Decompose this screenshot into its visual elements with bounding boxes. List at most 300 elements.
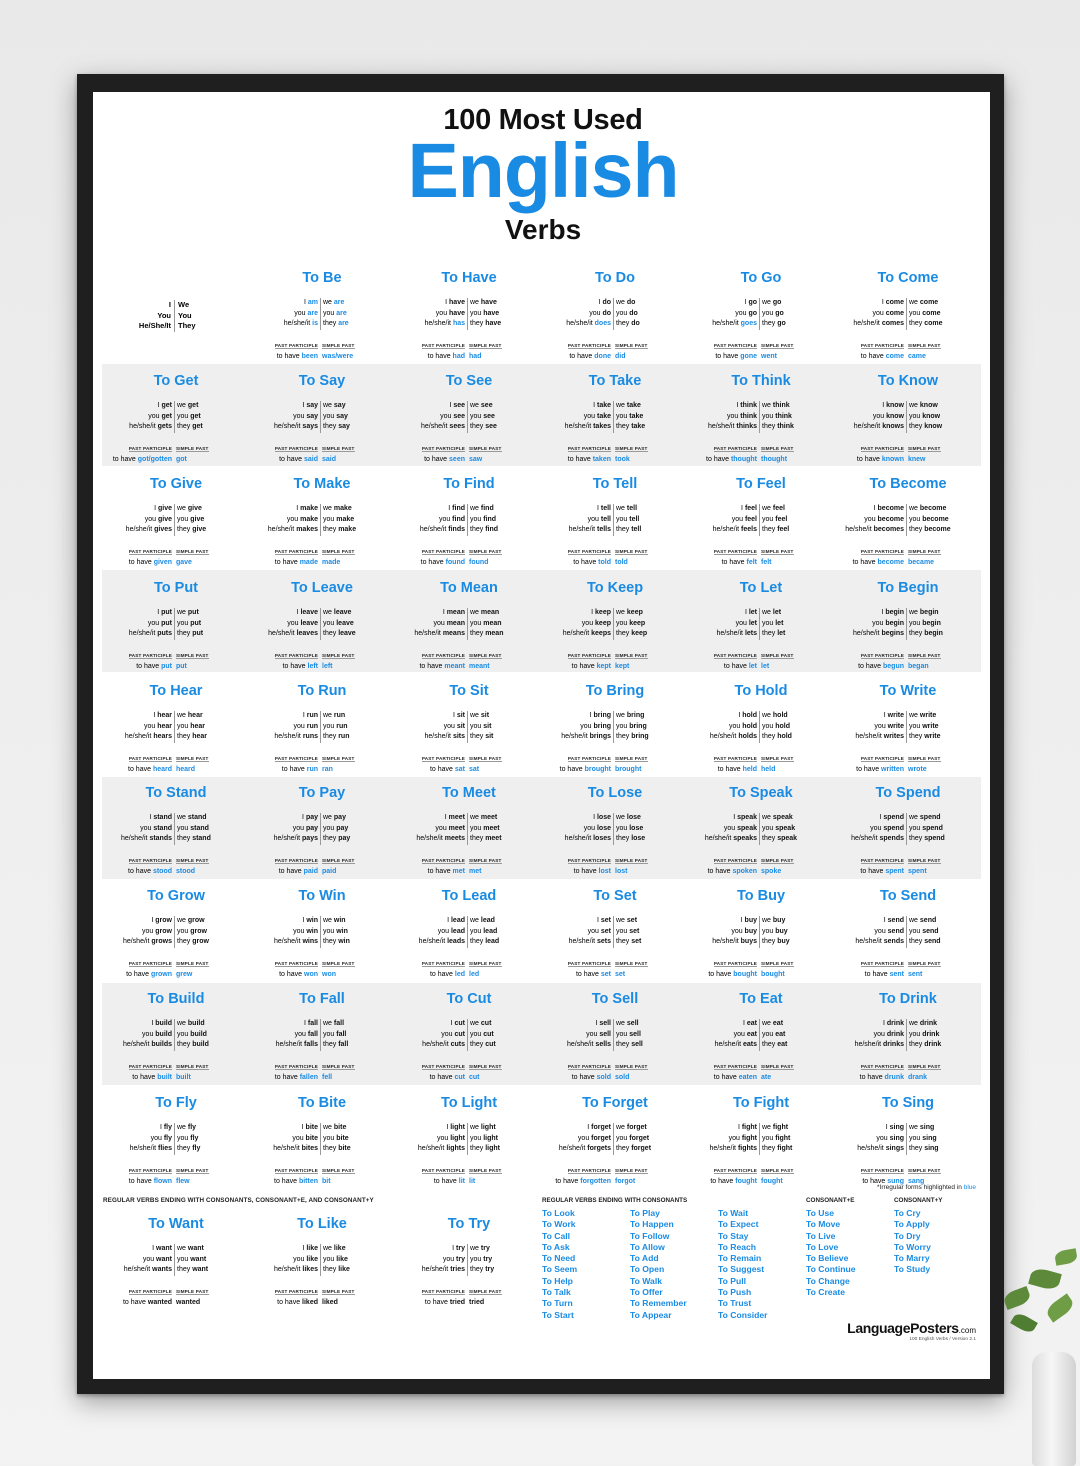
conj-form: they keep <box>616 630 648 637</box>
conj-form: we build <box>177 1020 205 1027</box>
past-participle-value: to have left <box>282 662 318 670</box>
past-values <box>396 558 542 568</box>
conjugation-row <box>103 1144 249 1155</box>
verb-card <box>249 989 395 1089</box>
conj-form: he/she/it spends <box>835 834 907 845</box>
past-participle-value: to have grown <box>126 970 172 978</box>
verb-title: To Stand <box>145 785 207 801</box>
past-participle-value: to have forgotten <box>555 1177 611 1185</box>
simple-past-label: SIMPLE PAST <box>176 652 209 658</box>
conjugation-row <box>396 1030 542 1041</box>
conj-form: I pay <box>249 813 321 824</box>
conj-form: they forget <box>616 1145 652 1152</box>
conjugation-row <box>835 422 981 433</box>
past-participle-value: to have sung <box>862 1177 904 1185</box>
past-labels <box>103 540 249 558</box>
conjugation-row <box>249 515 395 526</box>
past-participle-label: PAST PARTICIPLE <box>128 1063 172 1069</box>
conjugation-row <box>249 916 395 927</box>
conj-form: you set <box>542 927 614 938</box>
conjugation-row <box>249 824 395 835</box>
verb-title: To Become <box>869 476 947 492</box>
regular-verb-item: To Start <box>542 1309 574 1320</box>
conj-form: I have <box>396 298 468 309</box>
conj-form: I write <box>835 711 907 722</box>
past-values <box>396 765 542 775</box>
past-labels <box>396 849 542 867</box>
conjugation-row <box>542 824 688 835</box>
regular-verb-item: To Offer <box>630 1287 663 1298</box>
conjugation-row <box>835 629 981 640</box>
past-values <box>103 970 249 980</box>
past-participle-label: PAST PARTICIPLE <box>128 548 172 554</box>
simple-past-label: SIMPLE PAST <box>761 857 794 863</box>
verb-title: To Fly <box>155 1095 197 1111</box>
past-participle-label: PAST PARTICIPLE <box>128 857 172 863</box>
conj-form: they hold <box>762 733 792 740</box>
conjugation-table <box>249 711 395 743</box>
verb-title: To Win <box>298 888 346 904</box>
simple-past-label: SIMPLE PAST <box>322 857 355 863</box>
past-labels <box>249 1280 395 1298</box>
conjugation-row <box>249 732 395 743</box>
past-values <box>542 970 688 980</box>
past-participle-value: to have written <box>856 765 904 773</box>
conjugation-row <box>688 1123 834 1134</box>
conjugation-row <box>396 824 542 835</box>
conj-form: they do <box>616 320 640 327</box>
verb-title: To Bite <box>297 1095 347 1111</box>
conj-form: they run <box>323 733 350 740</box>
past-participle-label: PAST PARTICIPLE <box>567 652 611 658</box>
conjugation-row <box>396 1040 542 1051</box>
past-participle-label: PAST PARTICIPLE <box>567 445 611 451</box>
past-labels <box>103 1055 249 1073</box>
conj-form: we have <box>470 299 497 306</box>
past-labels <box>103 1159 249 1177</box>
past-values <box>396 455 542 465</box>
past-participle-label: PAST PARTICIPLE <box>713 548 757 554</box>
regular-verb-item: To Walk <box>630 1275 662 1286</box>
conjugation-row <box>688 422 834 433</box>
past-labels <box>835 1159 981 1177</box>
past-participle-value: to have come <box>860 352 904 360</box>
conj-form: you pay <box>249 824 321 835</box>
past-labels <box>396 334 542 352</box>
past-participle-value: to have cut <box>429 1073 465 1081</box>
past-labels <box>396 747 542 765</box>
conjugation-row <box>396 937 542 948</box>
simple-past-label: SIMPLE PAST <box>176 857 209 863</box>
conj-form: he/she/it fights <box>688 1144 760 1155</box>
past-participle-label: PAST PARTICIPLE <box>713 1167 757 1173</box>
pronoun: You <box>178 310 192 320</box>
past-values <box>103 1177 249 1187</box>
verb-card <box>688 474 834 574</box>
simple-past-label: SIMPLE PAST <box>908 548 941 554</box>
verb-card <box>835 1093 981 1193</box>
conjugation-row <box>835 401 981 412</box>
verb-card <box>688 783 834 883</box>
simple-past-value: lit <box>469 1177 476 1185</box>
conj-form: he/she/it eats <box>688 1040 760 1051</box>
simple-past-label: SIMPLE PAST <box>322 342 355 348</box>
past-participle-value: to have paid <box>278 867 318 875</box>
conjugation-table <box>542 608 688 640</box>
conjugation-row <box>542 422 688 433</box>
simple-past-value: knew <box>908 455 926 463</box>
conj-form: he/she/it means <box>396 629 468 640</box>
conj-form: they sell <box>616 1041 643 1048</box>
conjugation-row <box>542 813 688 824</box>
verb-title: To Sit <box>449 683 489 699</box>
conjugation-row <box>396 732 542 743</box>
past-participle-value: to have heard <box>128 765 172 773</box>
past-participle-label: PAST PARTICIPLE <box>274 755 318 761</box>
conjugation-row <box>103 1123 249 1134</box>
conj-form: you fall <box>323 1030 347 1038</box>
past-labels <box>249 437 395 455</box>
conj-form: we buy <box>762 917 786 924</box>
conjugation-row <box>688 629 834 640</box>
past-participle-label: PAST PARTICIPLE <box>274 1167 318 1173</box>
regular-verb-item: To Consider <box>718 1309 768 1320</box>
conjugation-row <box>396 813 542 824</box>
vase <box>1032 1352 1076 1466</box>
plant-leaf <box>1028 1266 1062 1291</box>
conj-form: he/she/it is <box>249 319 321 330</box>
past-participle-label: PAST PARTICIPLE <box>274 445 318 451</box>
simple-past-value: set <box>615 970 626 978</box>
conjugation-row <box>249 309 395 320</box>
conjugation-row <box>688 515 834 526</box>
past-participle-label: PAST PARTICIPLE <box>567 755 611 761</box>
conj-form: you light <box>396 1134 468 1145</box>
verb-title: To Be <box>302 270 342 286</box>
past-labels <box>688 334 834 352</box>
conj-form: you leave <box>323 619 354 627</box>
conj-form: they leave <box>323 630 356 637</box>
conj-form: he/she/it has <box>396 319 468 330</box>
conj-form: they feel <box>762 526 790 533</box>
conjugation-row <box>688 1144 834 1155</box>
verb-card <box>249 474 395 574</box>
regular-verb-item: To Live <box>806 1230 836 1241</box>
verb-title: To Spend <box>875 785 941 801</box>
verb-card <box>249 783 395 883</box>
conjugation-table <box>103 711 249 743</box>
past-values <box>542 352 688 362</box>
regular-verb-item: To Love <box>806 1241 839 1252</box>
conjugation-row <box>542 1030 688 1041</box>
past-participle-value: to have said <box>279 455 318 463</box>
past-participle-label: PAST PARTICIPLE <box>567 1063 611 1069</box>
conj-form: he/she/it meets <box>396 834 468 845</box>
conj-form: we make <box>323 505 352 512</box>
conjugation-row <box>688 1134 834 1145</box>
conj-form: you sing <box>835 1134 907 1145</box>
verb-title: To Make <box>293 476 351 492</box>
brand-suffix: .com <box>958 1326 976 1335</box>
verb-title: To Drink <box>879 991 937 1007</box>
conj-form: they fall <box>323 1041 349 1048</box>
regular-verb-item: To Move <box>806 1219 841 1230</box>
past-labels <box>542 952 688 970</box>
simple-past-label: SIMPLE PAST <box>908 1063 941 1069</box>
regular-verb-item: To Apply <box>894 1219 930 1230</box>
simple-past-value: fell <box>322 1073 333 1081</box>
conjugation-table <box>542 504 688 536</box>
verb-title: To Bring <box>585 683 645 699</box>
conj-form: you have <box>396 309 468 320</box>
simple-past-value: felt <box>761 558 772 566</box>
conjugation-row <box>688 309 834 320</box>
conjugation-row <box>103 927 249 938</box>
conj-form: we fall <box>323 1020 345 1027</box>
conjugation-table <box>688 298 834 330</box>
past-values <box>396 970 542 980</box>
conj-form: you put <box>103 619 175 630</box>
simple-past-value: said <box>322 455 337 463</box>
regular-verb-item: To Worry <box>894 1241 931 1252</box>
conj-form: he/she/it finds <box>396 525 468 536</box>
conj-form: we forget <box>616 1124 647 1131</box>
conjugation-row <box>396 298 542 309</box>
conj-form: I give <box>103 504 175 515</box>
conjugation-table <box>396 401 542 433</box>
conj-form: they sit <box>470 733 494 740</box>
conj-form: he/she/it leaves <box>249 629 321 640</box>
verb-card <box>396 474 542 574</box>
verb-title: To Eat <box>739 991 783 1007</box>
verb-title: To Fight <box>732 1095 790 1111</box>
conj-form: they are <box>323 320 349 327</box>
past-participle-label: PAST PARTICIPLE <box>567 857 611 863</box>
past-participle-label: PAST PARTICIPLE <box>421 960 465 966</box>
conj-form: they speak <box>762 835 798 842</box>
verb-title: To Give <box>149 476 203 492</box>
verb-title: To Build <box>147 991 205 1007</box>
conj-form: we light <box>470 1124 496 1131</box>
past-values <box>249 970 395 980</box>
conj-form: you know <box>909 412 941 420</box>
conj-form: they mean <box>470 630 504 637</box>
conjugation-row <box>103 412 249 423</box>
conj-form: you hear <box>103 722 175 733</box>
conjugation-row <box>542 711 688 722</box>
simple-past-value: spoke <box>761 867 782 875</box>
verb-card <box>542 371 688 471</box>
conjugation-row <box>835 813 981 824</box>
conj-form: you lose <box>616 824 644 832</box>
conjugation-table <box>103 401 249 433</box>
conjugation-row <box>249 504 395 515</box>
conjugation-row <box>103 525 249 536</box>
conjugation-row <box>688 412 834 423</box>
past-values <box>835 455 981 465</box>
simple-past-value: came <box>908 352 926 360</box>
conj-form: he/she/it leads <box>396 937 468 948</box>
conj-form: you see <box>470 412 495 420</box>
conjugation-row <box>249 834 395 845</box>
simple-past-value: wanted <box>176 1298 201 1306</box>
simple-past-label: SIMPLE PAST <box>761 548 794 554</box>
past-participle-value: to have built <box>132 1073 172 1081</box>
conj-form: he/she/it drinks <box>835 1040 907 1051</box>
verb-card <box>103 681 249 781</box>
conj-form: you get <box>103 412 175 423</box>
conj-form: I fall <box>249 1019 321 1030</box>
conj-form: you stand <box>103 824 175 835</box>
conjugation-row <box>103 515 249 526</box>
conj-form: I build <box>103 1019 175 1030</box>
conjugation-row <box>103 1265 249 1276</box>
conj-form: you know <box>835 412 907 423</box>
past-labels <box>835 952 981 970</box>
conj-form: you sit <box>470 722 492 730</box>
conj-form: he/she/it lights <box>396 1144 468 1155</box>
conjugation-row <box>688 319 834 330</box>
conjugation-row <box>542 525 688 536</box>
conj-form: I like <box>249 1244 321 1255</box>
conj-form: we leave <box>323 609 352 616</box>
conjugation-row <box>396 319 542 330</box>
regular-verb-item: To Change <box>806 1275 850 1286</box>
conjugation-table <box>249 1244 395 1276</box>
conj-form: you win <box>249 927 321 938</box>
past-labels <box>249 952 395 970</box>
verb-card <box>688 1093 834 1193</box>
conj-form: I meet <box>396 813 468 824</box>
past-labels <box>103 644 249 662</box>
simple-past-value: began <box>908 662 929 670</box>
simple-past-value: cut <box>469 1073 480 1081</box>
conj-form: he/she/it hears <box>103 732 175 743</box>
verb-title: To Find <box>443 476 495 492</box>
past-participle-value: to have been <box>276 352 318 360</box>
simple-past-label: SIMPLE PAST <box>469 445 502 451</box>
past-participle-label: PAST PARTICIPLE <box>421 755 465 761</box>
conj-form: you give <box>177 515 205 523</box>
verb-title: To Fall <box>299 991 345 1007</box>
simple-past-value: was/were <box>322 352 354 360</box>
conjugation-row <box>688 1019 834 1030</box>
conjugation-row <box>396 525 542 536</box>
past-participle-label: PAST PARTICIPLE <box>128 755 172 761</box>
version-text: 100 English Verbs / Version 2.1 <box>909 1337 976 1342</box>
verb-title: To Buy <box>736 888 786 904</box>
past-values <box>688 1073 834 1083</box>
conj-form: they take <box>616 423 646 430</box>
conjugation-row <box>249 937 395 948</box>
verb-card <box>249 578 395 678</box>
verb-card <box>396 371 542 471</box>
conjugation-row <box>396 608 542 619</box>
conj-form: you eat <box>762 1030 786 1038</box>
conj-form: I am <box>249 298 321 309</box>
consonants-list-2 <box>630 1208 687 1321</box>
simple-past-value: sold <box>615 1073 630 1081</box>
verb-card <box>396 886 542 986</box>
conjugation-row <box>542 619 688 630</box>
verb-title: To Forget <box>582 1095 648 1111</box>
past-values <box>396 352 542 362</box>
conjugation-table <box>835 1019 981 1051</box>
conj-form: we are <box>323 299 345 306</box>
conj-form: we grow <box>177 917 205 924</box>
conj-form: he/she/it flies <box>103 1144 175 1155</box>
conj-form: we bring <box>616 712 645 719</box>
consonants-list-1 <box>542 1208 577 1321</box>
conjugation-row <box>249 412 395 423</box>
conj-form: I go <box>688 298 760 309</box>
conj-form: we drink <box>909 1020 938 1027</box>
conj-form: you lose <box>542 824 614 835</box>
conjugation-row <box>542 927 688 938</box>
simple-past-value: let <box>761 662 770 670</box>
conjugation-table <box>249 1123 395 1155</box>
simple-past-label: SIMPLE PAST <box>469 857 502 863</box>
past-participle-value: to have eaten <box>713 1073 757 1081</box>
past-participle-value: to have done <box>569 352 611 360</box>
simple-past-value: tried <box>469 1298 485 1306</box>
conj-form: we win <box>323 917 346 924</box>
verb-card <box>103 474 249 574</box>
conjugation-row <box>103 401 249 412</box>
conjugation-row <box>249 619 395 630</box>
conjugation-row <box>542 732 688 743</box>
past-participle-label: PAST PARTICIPLE <box>860 548 904 554</box>
past-participle-value: to have flown <box>128 1177 172 1185</box>
conjugation-row <box>249 1123 395 1134</box>
conj-form: I begin <box>835 608 907 619</box>
conj-form: we pay <box>323 814 346 821</box>
conj-form: they know <box>909 423 943 430</box>
past-values <box>835 867 981 877</box>
past-values <box>542 558 688 568</box>
past-participle-value: to have sat <box>429 765 465 773</box>
verb-title: To Sell <box>591 991 639 1007</box>
conjugation-table <box>249 298 395 330</box>
conj-form: he/she/it falls <box>249 1040 321 1051</box>
conjugation-row <box>396 711 542 722</box>
simple-past-label: SIMPLE PAST <box>615 1167 648 1173</box>
regular-verb-item: To Cry <box>894 1208 921 1218</box>
verb-title: To Take <box>588 373 642 389</box>
conj-form: you tell <box>616 515 640 523</box>
conj-form: I stand <box>103 813 175 824</box>
conjugation-row <box>688 722 834 733</box>
simple-past-value: won <box>322 970 336 978</box>
conjugation-table <box>542 1123 688 1155</box>
simple-past-value: made <box>322 558 341 566</box>
conj-form: we spend <box>909 814 941 821</box>
conjugation-row <box>835 1123 981 1134</box>
conjugation-row <box>396 916 542 927</box>
conj-form: he/she/it lets <box>688 629 760 640</box>
regular-verb-item: To Create <box>806 1287 845 1298</box>
conj-form: they let <box>762 630 786 637</box>
conj-form: he/she/it speaks <box>688 834 760 845</box>
conjugation-row <box>688 504 834 515</box>
past-labels <box>103 437 249 455</box>
past-values <box>688 970 834 980</box>
conjugation-row <box>103 1030 249 1041</box>
conj-form: you hear <box>177 722 206 730</box>
verb-title: To Come <box>877 270 939 286</box>
simple-past-value: paid <box>322 867 337 875</box>
conj-form: we come <box>909 299 939 306</box>
